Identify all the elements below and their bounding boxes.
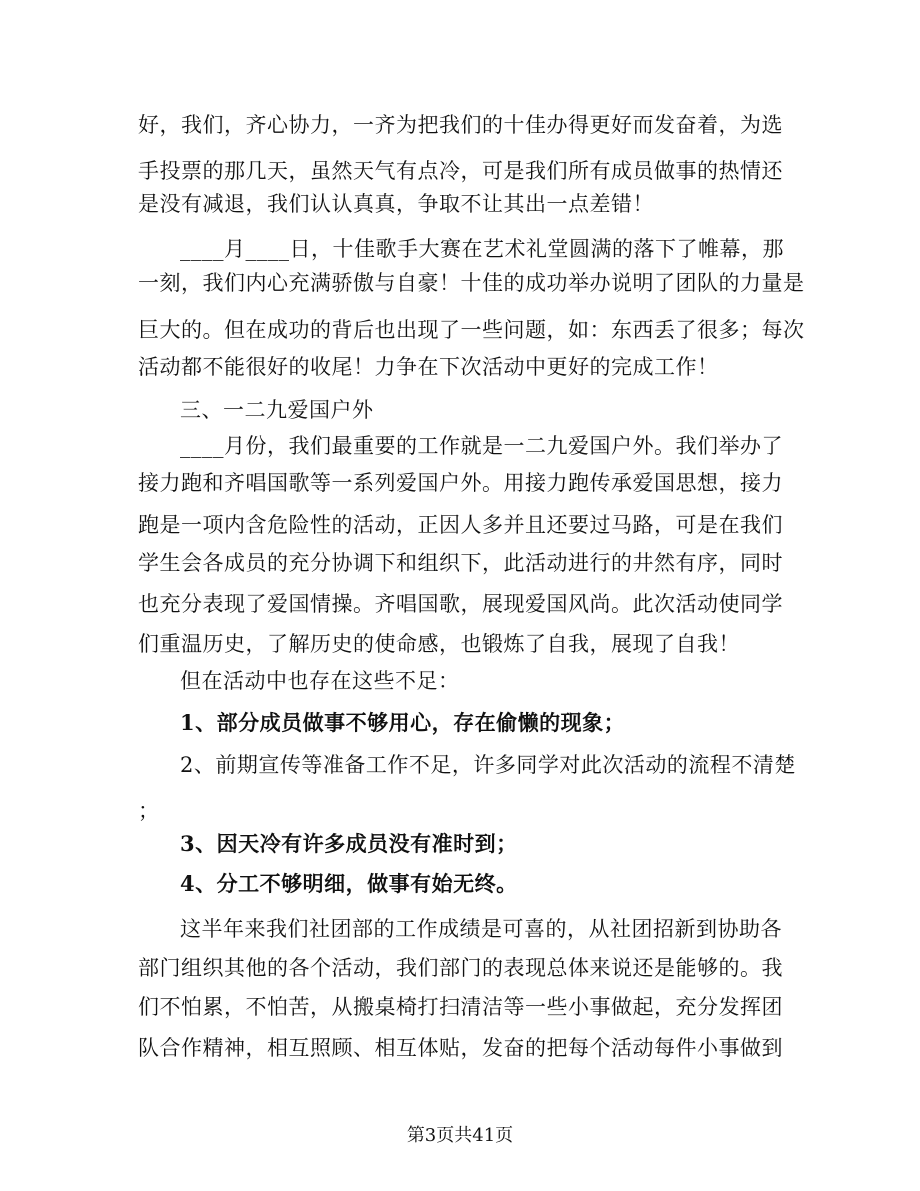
paragraph-line: 接力跑和齐唱国歌等一系列爱国户外。用接力跑传承爱国思想，接力 xyxy=(138,471,783,495)
paragraph-line: 也充分表现了爱国情操。齐唱国歌，展现爱国风尚。此次活动使同学 xyxy=(138,592,783,616)
paragraph-line: 好，我们，齐心协力，一齐为把我们的十佳办得更好而发奋着，为选 xyxy=(138,113,783,137)
list-item: 2、前期宣传等准备工作不足，许多同学对此次活动的流程不清楚 xyxy=(180,753,796,777)
page-number: 第3页共41页 xyxy=(406,1125,514,1146)
list-item: 1、部分成员做事不够用心，存在偷懒的现象； xyxy=(180,710,626,735)
paragraph-line: 手投票的那几天，虽然天气有点冷，可是我们所有成员做事的热情还 xyxy=(138,159,783,183)
paragraph-line: 队合作精神，相互照顾、相互体贴，发奋的把每个活动每件小事做到 xyxy=(138,1036,783,1060)
paragraph-line: 是没有减退，我们认认真真，争取不让其出一点差错！ xyxy=(138,192,654,216)
paragraph-line: 跑是一项内含危险性的活动，正因人多并且还要过马路，可是在我们 xyxy=(138,513,783,537)
paragraph-line: 学生会各成员的充分协调下和组织下，此活动进行的井然有序，同时 xyxy=(138,551,783,575)
paragraph-line: 部门组织其他的各个活动，我们部门的表现总体来说还是能够的。我 xyxy=(138,956,783,980)
paragraph-line: ____月份，我们最重要的工作就是一二九爱国户外。我们举办了 xyxy=(180,434,783,458)
paragraph-line: ____月____日，十佳歌手大赛在艺术礼堂圆满的落下了帷幕，那 xyxy=(180,237,784,261)
paragraph-line: 们不怕累，不怕苦，从搬桌椅打扫清洁等一些小事做起，充分发挥团 xyxy=(138,995,783,1019)
paragraph-line: 活动都不能很好的收尾！力争在下次活动中更好的完成工作！ xyxy=(138,355,719,379)
paragraph-line: 们重温历史，了解历史的使命感，也锻炼了自我，展现了自我！ xyxy=(138,632,740,656)
paragraph-line: 但在活动中也存在这些不足： xyxy=(180,669,460,693)
paragraph-line: 巨大的。但在成功的背后也出现了一些问题，如：东西丢了很多；每次 xyxy=(138,318,805,342)
list-item-continuation: ； xyxy=(138,799,160,823)
paragraph-line: 这半年来我们社团部的工作成绩是可喜的，从社团招新到协助各 xyxy=(180,917,782,941)
section-heading: 三、一二九爱国户外 xyxy=(180,398,374,422)
paragraph-line: 一刻，我们内心充满骄傲与自豪！十佳的成功举办说明了团队的力量是 xyxy=(138,271,805,295)
list-item: 3、因天冷有许多成员没有准时到； xyxy=(180,831,518,856)
list-item: 4、分工不够明细，做事有始无终。 xyxy=(180,871,518,896)
